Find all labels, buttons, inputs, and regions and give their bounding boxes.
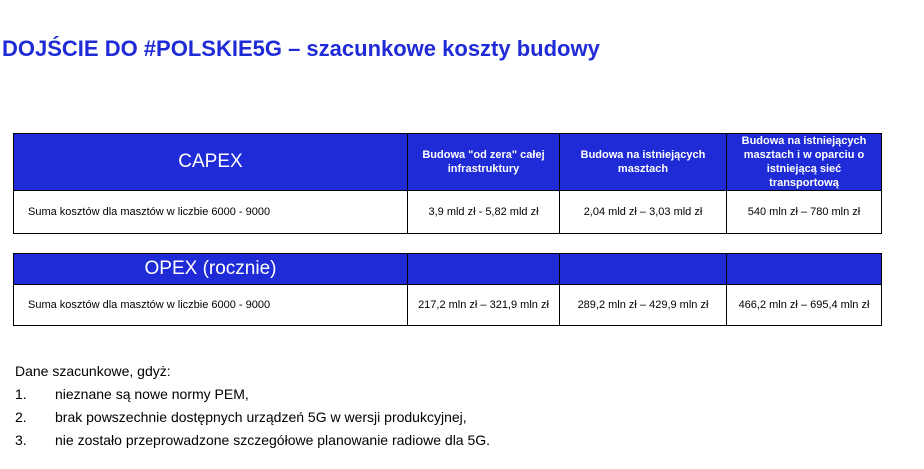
notes-intro: Dane szacunkowe, gdyż:: [15, 363, 171, 379]
opex-value-existing-masts: 289,2 mln zł – 429,9 mln zł: [560, 285, 727, 326]
list-item: [15, 406, 490, 429]
capex-table: [13, 133, 882, 234]
list-item-number: 3.: [15, 432, 27, 448]
list-item-number: 2.: [15, 409, 27, 425]
list-item-number: 1.: [15, 386, 27, 402]
opex-table: [13, 253, 882, 326]
capex-value-from-scratch: 3,9 mld zł - 5,82 mld zł: [408, 191, 560, 234]
table-row: [14, 191, 882, 234]
opex-header-empty-cell: [727, 254, 882, 285]
capex-value-existing-masts-transport: 540 mln zł – 780 mln zł: [727, 191, 882, 234]
column-header-from-scratch: Budowa "od zera" całej infrastruktury: [408, 134, 560, 191]
opex-value-existing-masts-transport: 466,2 mln zł – 695,4 mln zł: [727, 285, 882, 326]
table-row: [14, 285, 882, 326]
list-item-text: nieznane są nowe normy PEM,: [55, 386, 249, 402]
list-item-text: nie zostało przeprowadzone szczegółowe planowanie radiowe dla 5G.: [55, 432, 491, 448]
capex-header-row: [14, 134, 882, 191]
column-header-existing-masts: Budowa na istniejących masztach: [560, 134, 727, 191]
column-header-existing-masts-transport: Budowa na istniejących masztach i w oparciu o istniejącą sieć transportową: [727, 134, 882, 191]
page-title: DOJŚCIE DO #POLSKIE5G – szacunkowe koszty budowy: [2, 36, 600, 61]
opex-value-from-scratch: 217,2 mln zł – 321,9 mln zł: [408, 285, 560, 326]
capex-value-existing-masts: 2,04 mld zł – 3,03 mld zł: [560, 191, 727, 234]
opex-header-empty-cell: [560, 254, 727, 285]
list-item: [15, 429, 490, 452]
notes-section: [15, 360, 490, 452]
capex-header: CAPEX: [14, 134, 408, 191]
list-item-text: brak powszechnie dostępnych urządzeń 5G w wersji produkcyjnej,: [55, 409, 467, 425]
capex-row-label: Suma kosztów dla masztów w liczbie 6000 - 9000: [14, 191, 408, 234]
opex-header: OPEX (rocznie): [14, 254, 408, 285]
opex-header-row: [14, 254, 882, 285]
list-item: [15, 383, 490, 406]
opex-row-label: Suma kosztów dla masztów w liczbie 6000 - 9000: [14, 285, 408, 326]
opex-header-empty-cell: [408, 254, 560, 285]
